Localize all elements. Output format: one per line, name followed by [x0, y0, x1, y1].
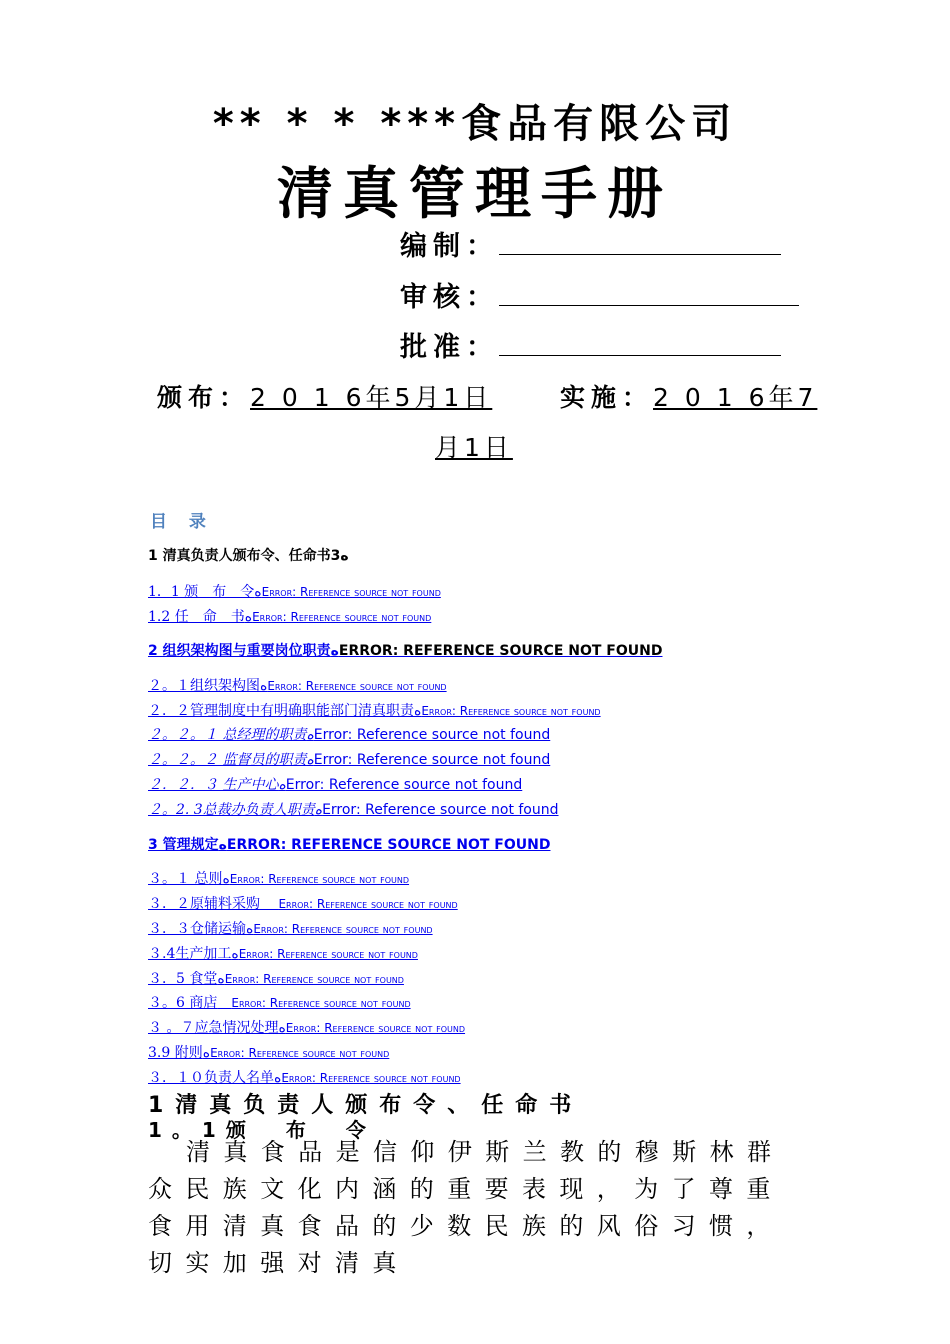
toc-entry[interactable]: ２。２。１ 总经理的职责ﻩError: Reference source not found	[148, 727, 551, 743]
effective-value-b: 月1日	[435, 433, 513, 462]
approve-label: 批准：	[400, 332, 499, 363]
compile-label: 编制：	[400, 231, 499, 262]
company-name: ** * * ***食品有限公司	[212, 101, 738, 147]
subsection-heading: 1。1颁 布 令	[148, 1118, 376, 1142]
toc-entry[interactable]: ３．３仓储运输ﻩError: Reference source not found	[148, 921, 433, 937]
approve-line[interactable]	[499, 333, 781, 356]
review-signature-row	[400, 275, 799, 314]
toc-entry[interactable]: ２。２。２ 监督员的职责ﻩError: Reference source not found	[148, 752, 551, 768]
toc-entry[interactable]: 2 组织架构图与重要岗位职责ﻩERROR: REFERENCE SOURCE NOT FOUND	[148, 643, 663, 659]
body-paragraph: 清真食品是信仰伊斯兰教的穆斯林群众民族文化内涵的重要表现，为了尊重食用清真食品的少数民族的风俗习惯，切实加强对清真	[148, 1138, 785, 1277]
effective-date-cont	[435, 428, 513, 464]
toc-entry[interactable]: ３．２原辅料采购 Error: Reference source not found	[148, 896, 458, 912]
toc-entry[interactable]: ３．１０负责人名单ﻩError: Reference source not found	[148, 1070, 461, 1086]
toc-entry[interactable]: ２。１组织架构图ﻩError: Reference source not found	[148, 678, 447, 694]
toc-title: 目 录	[150, 512, 214, 532]
effective-label: 实施：	[560, 383, 654, 412]
toc-entry[interactable]: ３．5 食堂ﻩError: Reference source not found	[148, 971, 404, 987]
toc-entry[interactable]: ３。6 商店 Error: Reference source not found	[148, 995, 411, 1011]
effective-date	[560, 378, 817, 414]
toc-entry[interactable]: ２．２管理制度中有明确职能部门清真职责ﻩError: Reference source not found	[148, 703, 601, 719]
review-line[interactable]	[499, 283, 799, 306]
effective-value-a: 2 0 1 6年7	[653, 383, 818, 412]
compile-line[interactable]	[499, 232, 781, 255]
manual-title: 清真管理手册	[277, 162, 673, 227]
toc-entry[interactable]: ３。１ 总则ﻩError: Reference source not found	[148, 871, 410, 887]
toc-entry[interactable]: 3 管理规定ﻩERROR: REFERENCE SOURCE NOT FOUND	[148, 837, 551, 853]
toc-entry[interactable]: ２．２．３ 生产中心ﻩError: Reference source not found	[148, 777, 523, 793]
toc-entry[interactable]: 1 清真负责人颁布令、任命书3ﻩ	[148, 548, 349, 564]
approve-signature-row	[400, 325, 781, 364]
review-label: 审核：	[400, 282, 499, 313]
section-heading: 1清真负责人颁布令、任命书	[148, 1093, 584, 1118]
issue-value: 2 0 1 6年5月1日	[250, 383, 493, 412]
compile-signature-row	[400, 224, 781, 263]
toc-entry[interactable]: ２。2. 3总裁办负责人职责ﻩError: Reference source not found	[148, 802, 559, 818]
issue-label: 颁布：	[157, 383, 251, 412]
toc-entry[interactable]: ３ 。７应急情况处理ﻩError: Reference source not found	[148, 1020, 466, 1036]
toc-entry[interactable]: 1.2 任 命 书ﻩError: Reference source not found	[148, 609, 432, 625]
issue-date	[157, 378, 492, 414]
toc-entry[interactable]: 1．1 颁 布 令ﻩError: Reference source not found	[148, 584, 441, 600]
toc-entry[interactable]: 3.9 附则ﻩError: Reference source not found	[148, 1045, 390, 1061]
toc-entry[interactable]: ３.4生产加工ﻩError: Reference source not found	[148, 946, 418, 962]
